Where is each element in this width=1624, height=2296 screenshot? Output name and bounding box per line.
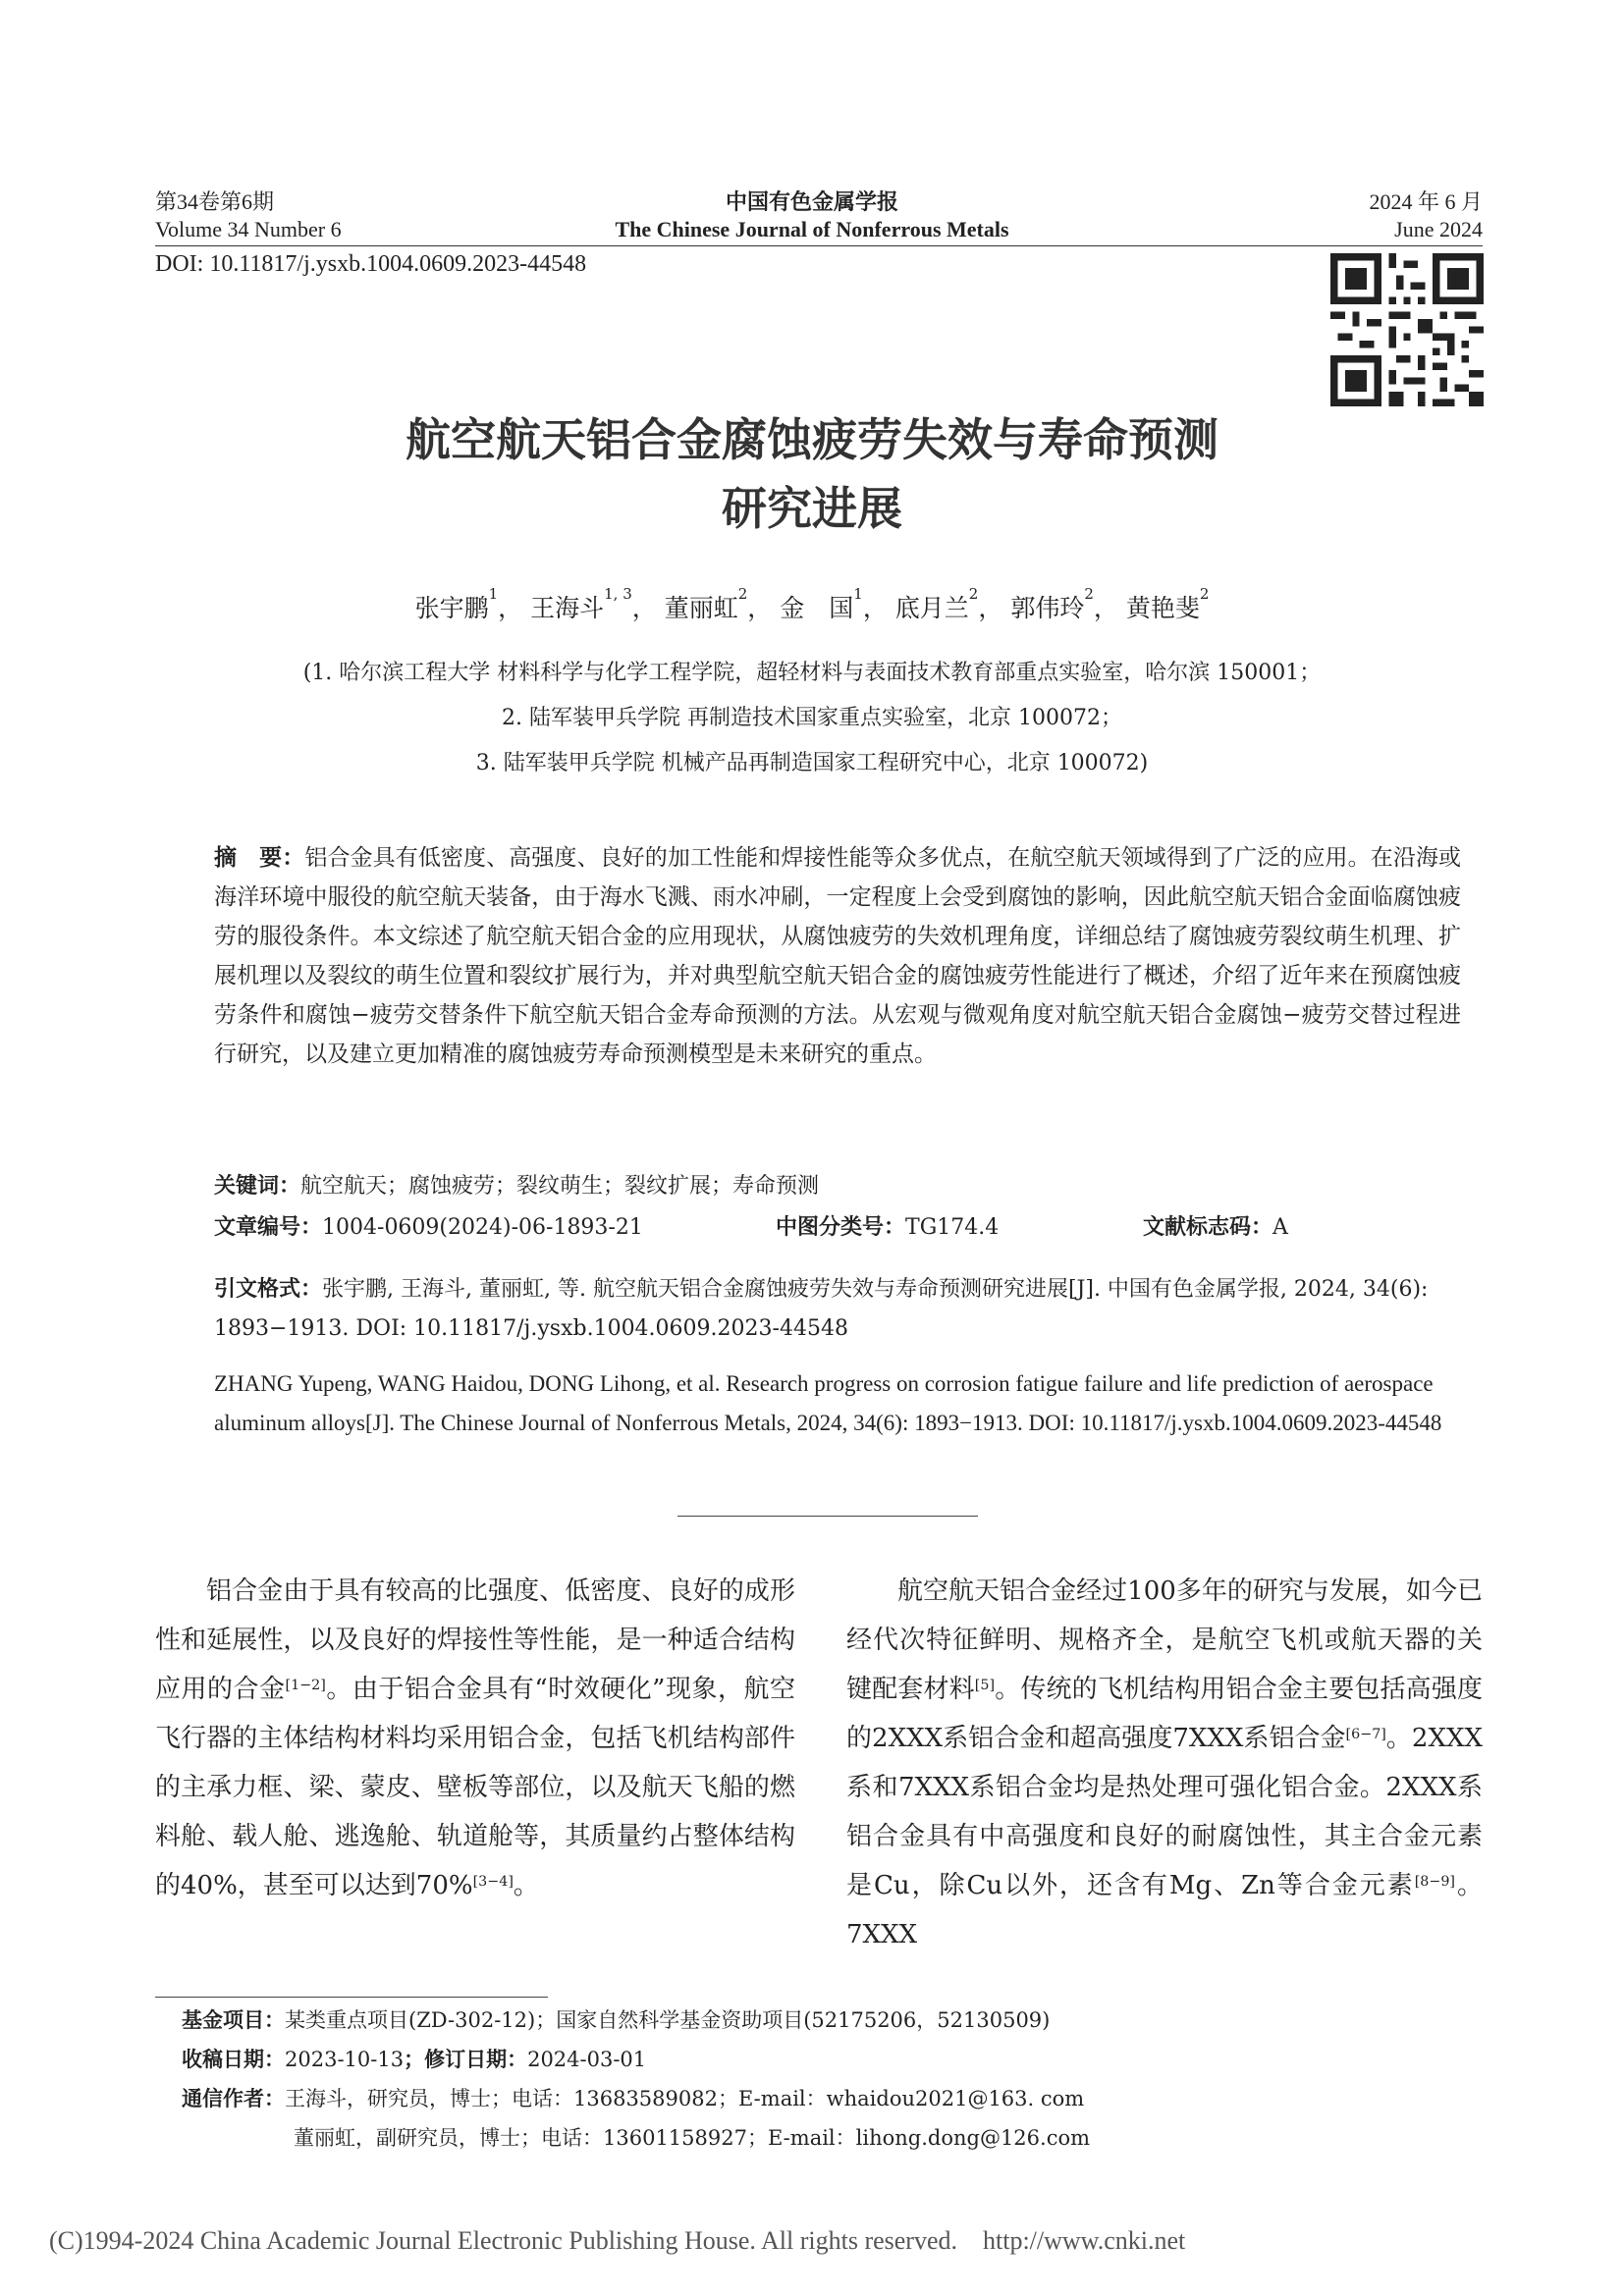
citation-cn: 引文格式：张宇鹏, 王海斗, 董丽虹, 等. 航空航天铝合金腐蚀疲劳失效与寿命预测研究进展[J]. 中国有色金属学报, 2024, 34(6): 1893−1913. DOI: 10.11817/j.ysxb.1004.0609.2023-44548 <box>214 1277 1429 1341</box>
affiliation-2: 2. 陆军装甲兵学院 再制造技术国家重点实验室，北京 100072； <box>502 706 1122 730</box>
author: 郭伟玲 <box>1010 594 1085 622</box>
affiliation-3: 3. 陆军装甲兵学院 机械产品再制造国家工程研究中心，北京 100072) <box>475 751 1149 775</box>
author: 底月兰 <box>894 594 969 622</box>
reference-mark[interactable]: [6−7] <box>1345 1727 1386 1742</box>
author-affiliation: 1 <box>488 585 499 603</box>
author-affiliation: 2 <box>968 585 979 603</box>
author: 黄艳斐 <box>1125 594 1200 622</box>
author-affiliation: 2 <box>1084 585 1094 603</box>
reference-mark[interactable]: [8−9] <box>1414 1874 1456 1890</box>
author-affiliation: 1, 3 <box>604 585 632 603</box>
clc-number: 中图分类号：TG174.4 <box>776 1215 1000 1240</box>
author: 张宇鹏 <box>414 594 489 622</box>
citation-en: ZHANG Yupeng, WANG Haidou, DONG Lihong, et al. Research progress on corrosion fatigue failure and life prediction of aerospace aluminum alloys[J]. The Chinese Journal of Nonferrous Metals, 2024, 34(6): 1893−1913. DOI: 10.11817/j.ysxb.1004.0609.2023-44548 <box>214 1371 1442 1435</box>
date-cn: 2024 年 6 月 <box>1369 189 1483 214</box>
author-list: 张宇鹏$^1$， 王海斗$^{1, 3}$， 董丽虹$^2$， 金 国$^1$， 底月兰$^2$， 郭伟玲$^2$， 黄艳斐$^2$ <box>414 585 1210 622</box>
reference-mark[interactable]: [1−2] <box>285 1678 326 1693</box>
fund-note: 基金项目：某类重点项目(ZD-302-12)；国家自然科学基金资助项目(52175206，52130509) <box>182 2008 1051 2032</box>
author-affiliation: 2 <box>1199 585 1210 603</box>
reference-mark[interactable]: [5] <box>974 1678 996 1693</box>
abstract <box>214 838 1461 1074</box>
body-column-left <box>155 1567 795 1910</box>
body-paragraph: 铝合金由于具有较高的比强度、低密度、良好的成形性和延展性，以及良好的焊接性等性能，是一种适合结构应用的合金[1−2]。由于铝合金具有“时效硬化”现象，航空飞行器的主体结构材料均采用铝合金，包括飞机结构部件的主承力框、梁、蒙皮、壁板等部位，以及航天飞船的燃料舱、载人舱、逃逸舱、轨道舱等，其质量约占整体结构的40%，甚至可以达到70%[3−4]。 <box>155 1576 795 1900</box>
keywords <box>214 1172 819 1201</box>
corresponding-author-1: 通信作者：王海斗，研究员，博士；电话：13683589082；E-mail：whaidou2021@163. com <box>182 2087 1085 2110</box>
author: 金 国 <box>780 594 854 622</box>
issue-en: Volume 34 Number 6 <box>155 217 342 241</box>
doi: DOI: 10.11817/j.ysxb.1004.0609.2023-44548 <box>155 251 587 277</box>
date-en: June 2024 <box>1394 217 1483 241</box>
keywords-label: 关键词： <box>214 1174 301 1199</box>
journal-name-en: The Chinese Journal of Nonferrous Metals <box>615 217 1009 241</box>
dates-note: 收稿日期：2023-10-13；修订日期：2024-03-01 <box>182 2048 647 2071</box>
keywords-text: 航空航天；腐蚀疲劳；裂纹萌生；裂纹扩展；寿命预测 <box>300 1174 820 1199</box>
issue-cn: 第34卷第6期 <box>155 189 275 214</box>
footnote-rule <box>155 1997 548 1998</box>
reference-mark[interactable]: [3−4] <box>472 1874 514 1890</box>
citation-label: 引文格式： <box>214 1277 323 1302</box>
author: 董丽虹 <box>664 594 738 622</box>
affiliation-1: (1. 哈尔滨工程大学 材料科学与化学工程学院，超轻材料与表面技术教育部重点实验室，哈尔滨 150001； <box>302 661 1322 685</box>
issue-volume <box>155 188 342 243</box>
journal-name <box>517 188 1107 243</box>
article-number: 文章编号：1004-0609(2024)-06-1893-21 <box>214 1215 643 1240</box>
abstract-text: 铝合金具有低密度、高强度、良好的加工性能和焊接性能等众多优点，在航空航天领域得到了广泛的应用。在沿海或海洋环境中服役的航空航天装备，由于海水飞溅、雨水冲刷，一定程度上会受到腐蚀的影响，因此航空航天铝合金面临腐蚀疲劳的服役条件。本文综述了航空航天铝合金的应用现状，从腐蚀疲劳的失效机理角度，详细总结了腐蚀疲劳裂纹萌生机理、扩展机理以及裂纹的萌生位置和裂纹扩展行为，并对典型航空航天铝合金的腐蚀疲劳性能进行了概述，介绍了近年来在预腐蚀疲劳条件和腐蚀−疲劳交替条件下航空航天铝合金寿命预测的方法。从宏观与微观角度对航空航天铝合金腐蚀−疲劳交替过程进行研究，以及建立更加精准的腐蚀疲劳寿命预测模型是未来研究的重点。 <box>214 845 1462 1067</box>
abstract-label: 摘 要： <box>214 845 305 871</box>
author-affiliation: 2 <box>737 585 748 603</box>
body-column-right <box>846 1567 1483 1959</box>
title-line-1: 航空航天铝合金腐蚀疲劳失效与寿命预测 <box>406 413 1218 466</box>
corresponding-author-2: 董丽虹，副研究员，博士；电话：13601158927；E-mail：lihong.dong@126.com <box>294 2126 1091 2150</box>
section-separator <box>677 1516 978 1517</box>
copyright-notice: (C)1994-2024 China Academic Journal Electronic Publishing House. All rights reserved. http://www.cnki.net <box>49 2226 1186 2255</box>
title-line-2: 研究进展 <box>722 482 902 535</box>
header-rule <box>155 245 1483 246</box>
body-paragraph: 航空航天铝合金经过100多年的研究与发展，如今已经代次特征鲜明、规格齐全，是航空飞机或航天器的关键配套材料[5]。传统的飞机结构用铝合金主要包括高强度的2XXX系铝合金和超高强度7XXX系铝合金[6−7]。2XXX系和7XXX系铝合金均是热处理可强化铝合金。2XXX系铝合金具有中高强度和良好的耐腐蚀性，其主合金元素是Cu，除Cu以外，还含有Mg、Zn等合金元素[8−9]。7XXX <box>846 1576 1483 1949</box>
qr-code <box>1330 253 1484 406</box>
journal-name-cn: 中国有色金属学报 <box>725 189 898 214</box>
author: 王海斗 <box>530 594 605 622</box>
issue-date <box>1178 188 1483 243</box>
author-affiliation: 1 <box>853 585 863 603</box>
document-code: 文献标志码：A <box>1143 1215 1288 1240</box>
